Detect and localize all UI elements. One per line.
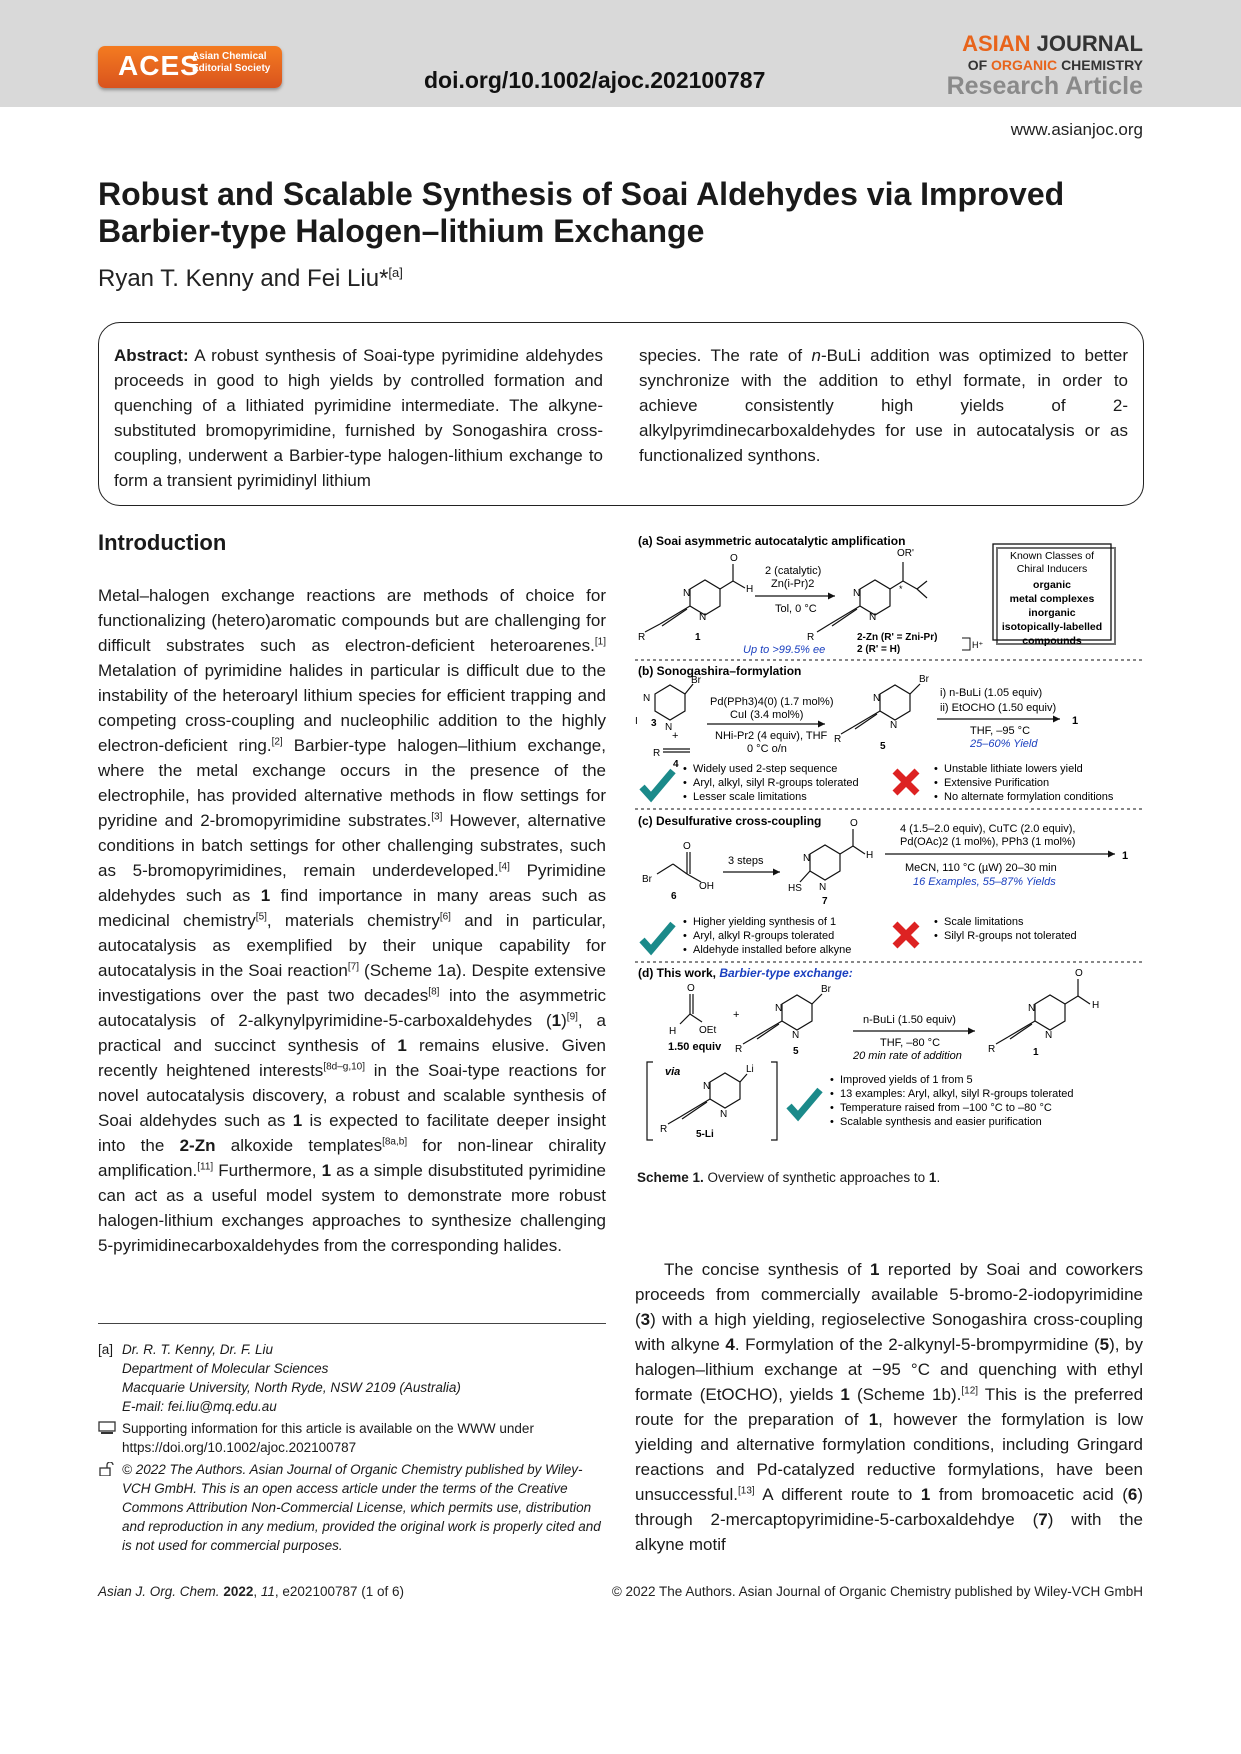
- svg-text:N: N: [775, 1003, 783, 1014]
- svg-text:ii) EtOCHO (1.50 equiv): ii) EtOCHO (1.50 equiv): [940, 702, 1057, 714]
- publisher-logo-text: ACES: [118, 50, 200, 81]
- abstract-column-2: species. The rate of n-BuLi addition was optimized to better synchronize with the addition to ethyl formate, in order to achieve consistently high yields of 2-alkylpyrimdinecarboxaldehydes for use in autocatalysis or as functionalized synthons.: [639, 346, 1128, 465]
- svg-text:•: •: [830, 1088, 834, 1100]
- svg-text:H: H: [1092, 1000, 1100, 1011]
- svg-text:THF, –95 °C: THF, –95 °C: [970, 725, 1031, 737]
- chiral-inducers-title: Known Classes of Chiral Inducers: [1009, 550, 1095, 575]
- abstract-column-1: Abstract: A robust synthesis of Soai-type pyrimidine aldehydes proceeds in good to high yields by controlled formation and quenching of a lithiated pyrimidine intermediate. The alkyne-substituted bromopyrimidine, furnished by Sonogashira cross-coupling, underwent a Barbier-type halogen-lithium exchange to form a transient pyrimidinyl lithium: [114, 346, 603, 490]
- footnotes: [98, 1340, 606, 1555]
- svg-text:N: N: [853, 588, 861, 599]
- svg-text:•: •: [934, 916, 938, 928]
- svg-text:1: 1: [695, 632, 701, 643]
- svg-text:inorganic: inorganic: [1028, 607, 1076, 619]
- alkynylbromopyrimidine-structure: [743, 994, 822, 1044]
- svg-text:NHi-Pr2 (4 equiv), THF: NHi-Pr2 (4 equiv), THF: [715, 730, 828, 742]
- svg-text:H: H: [746, 584, 754, 595]
- svg-text:N: N: [1045, 1030, 1053, 1041]
- publisher-logo[interactable]: [98, 46, 282, 88]
- introduction-paragraph: Metal–halogen exchange reactions are methods of choice for functionalizing (hetero)aromatic compounds but are challenging for difficult substrates such as electron-deficient heteroarenes.[1] Metalation of pyrimidine halides in particular is difficult due to the instability of the heteroaryl lithium species for efficient trapping and competing cross-coupling and nucleophilic addition to the highly electron-deficient ring.[2] Barbier-type halogen–lithium exchange, where the metal exchange occurs in the presence of the electrophile, has provided alternative methods in flow settings for pyridine and 2-bromopyrimidine substrates.[3] However, alternative conditions in batch settings for other challenging substrates, such as 5-bromopyrimidines, remain underdeveloped.[4] Pyrimidine aldehydes such as 1 find importance in many areas such as medicinal chemistry[5], materials chemistry[6] and in particular, autocatalysis as exemplified by their unique capability for autocatalysis in the Soai reaction[7] (Scheme 1a). Despite extensive investigations over the past two decades[8] into the asymmetric autocatalysis of 2-alkynylpyrimidine-5-carboxaldehydes (1)[9], a practical and succinct synthesis of 1 remains elusive. Given recently heightened interests[8d–g,10] in the Soai-type reactions for novel autocatalysis discovery, a robust and scalable synthesis of Soai aldehydes such as 1 is expected to facilitate deeper insight into the 2-Zn alkoxide templates[8a,b] for non-linear chirality amplification.[11] Furthermore, 1 as a simple disubstituted pyrimidine can act as a useful model system to demonstrate more robust halogen-lithium exchanges approaches to synthesize challenging 5-pyrimidinecarboxaldehydes from the corresponding halides.: [98, 586, 607, 1255]
- svg-text:No alternate formylation condi: No alternate formylation conditions: [944, 791, 1114, 803]
- journal-website-link[interactable]: www.asianjoc.org: [1010, 120, 1143, 139]
- svg-text:1: 1: [1033, 1047, 1039, 1058]
- svg-text:Improved yields of 1 from 5: Improved yields of 1 from 5: [840, 1074, 973, 1086]
- soai-aldehyde-product-structure: [996, 979, 1090, 1044]
- svg-text:2-Zn (R' = Zni-Pr): 2-Zn (R' = Zni-Pr): [857, 632, 938, 643]
- svg-text:isotopically-labelled: isotopically-labelled: [1001, 621, 1103, 633]
- scheme-a-title: (a) Soai asymmetric autocatalytic amplification: [638, 534, 906, 548]
- svg-text:•: •: [683, 777, 687, 789]
- svg-text:Br: Br: [691, 675, 701, 686]
- svg-text:metal complexes: metal complexes: [1009, 593, 1095, 605]
- svg-text:13 examples: Aryl, alkyl, sily: 13 examples: Aryl, alkyl, silyl R-groups tolerated: [840, 1088, 1074, 1100]
- svg-text:•: •: [934, 777, 938, 789]
- supporting-info-note: Supporting information for this article is available on the WWW under https://doi.org/10.1002/ajoc.202100787: [98, 1419, 606, 1457]
- svg-text:4 (1.5–2.0 equiv), CuTC (2.0 e: 4 (1.5–2.0 equiv), CuTC (2.0 equiv),: [900, 823, 1076, 835]
- svg-text:MeCN, 110 °C (µW) 20–30 min: MeCN, 110 °C (µW) 20–30 min: [905, 862, 1057, 874]
- footer-citation: Asian J. Org. Chem. 2022, 11, e202100787 (1 of 6): [98, 1584, 405, 1599]
- iodobromopyrimidine-structure: [655, 684, 693, 720]
- svg-text:4: 4: [673, 759, 679, 770]
- svg-text:5: 5: [880, 741, 886, 752]
- svg-text:N: N: [890, 720, 898, 731]
- svg-text:R: R: [807, 632, 815, 643]
- svg-text:16 Examples, 55–87% Yields: 16 Examples, 55–87% Yields: [913, 876, 1056, 888]
- svg-text:N: N: [1028, 1003, 1036, 1014]
- scheme-c-title: (c) Desulfurative cross-coupling: [638, 814, 822, 828]
- svg-text:•: •: [934, 791, 938, 803]
- svg-text:Lesser scale limitations: Lesser scale limitations: [693, 791, 807, 803]
- ethyl-formate-structure: [680, 994, 702, 1024]
- svg-text:O: O: [687, 983, 695, 994]
- svg-text:O: O: [730, 553, 738, 564]
- svg-text:n-BuLi (1.50 equiv): n-BuLi (1.50 equiv): [863, 1014, 956, 1026]
- svg-text:R: R: [653, 748, 661, 759]
- svg-text:R: R: [988, 1044, 996, 1055]
- svg-text:N: N: [792, 1030, 800, 1041]
- svg-text:Unstable lithiate lowers yield: Unstable lithiate lowers yield: [944, 763, 1083, 775]
- svg-text:OH: OH: [699, 881, 714, 892]
- article-type: Research Article: [946, 72, 1143, 100]
- svg-text:•: •: [830, 1074, 834, 1086]
- svg-text:CuI (3.4 mol%): CuI (3.4 mol%): [730, 709, 804, 721]
- bromoacetic-acid-structure: [657, 852, 701, 882]
- scheme-b-title: (b) Sonogashira–formylation: [638, 664, 802, 678]
- svg-text:Br: Br: [821, 984, 831, 995]
- svg-text:R: R: [638, 632, 646, 643]
- journal-logo: ASIAN JOURNAL OF ORGANIC CHEMISTRY Research Article: [946, 31, 1143, 100]
- svg-text:Pd(PPh3)4(0) (1.7 mol%): Pd(PPh3)4(0) (1.7 mol%): [710, 696, 834, 708]
- cross-icon: [895, 924, 917, 946]
- svg-text:7: 7: [822, 896, 828, 907]
- svg-text:•: •: [830, 1102, 834, 1114]
- svg-text:Br: Br: [919, 674, 929, 685]
- abstract-box: [98, 322, 1144, 506]
- svg-text:+: +: [733, 1009, 740, 1021]
- svg-text:•: •: [934, 930, 938, 942]
- svg-text:N: N: [869, 612, 877, 623]
- svg-text:Widely used 2-step sequence: Widely used 2-step sequence: [693, 763, 838, 775]
- svg-text:+: +: [672, 730, 679, 742]
- scheme-1-figure: [635, 534, 1143, 1156]
- svg-text:R: R: [834, 734, 842, 745]
- svg-text:H⁺: H⁺: [972, 640, 984, 650]
- svg-text:Aryl, alkyl R-groups tolerated: Aryl, alkyl R-groups tolerated: [693, 930, 835, 942]
- svg-text:Scale limitations: Scale limitations: [944, 916, 1024, 928]
- svg-text:6: 6: [671, 891, 677, 902]
- svg-text:0 °C o/n: 0 °C o/n: [747, 743, 787, 755]
- svg-text:3 steps: 3 steps: [728, 855, 764, 867]
- svg-text:Li: Li: [746, 1064, 754, 1075]
- svg-text:Zn(i-Pr)2: Zn(i-Pr)2: [771, 578, 815, 590]
- svg-text:1: 1: [1072, 715, 1079, 727]
- svg-text:via: via: [665, 1066, 681, 1078]
- svg-text:compounds: compounds: [1022, 635, 1082, 647]
- author-email[interactable]: E-mail: fei.liu@mq.edu.au: [122, 1399, 277, 1414]
- svg-text:OR': OR': [897, 548, 914, 559]
- scheme-d-title: (d) This work, Barbier-type exchange:: [638, 966, 853, 980]
- svg-text:•: •: [683, 944, 687, 956]
- svg-text:25–60% Yield: 25–60% Yield: [970, 738, 1038, 750]
- svg-text:organic: organic: [1033, 579, 1071, 591]
- computer-icon: [98, 1421, 116, 1435]
- svg-text:•: •: [683, 763, 687, 775]
- svg-text:N: N: [683, 588, 691, 599]
- doi-link[interactable]: doi.org/10.1002/ajoc.202100787: [424, 67, 766, 93]
- svg-text:N: N: [699, 612, 707, 623]
- affiliation-note: [a] Dr. R. T. Kenny, Dr. F. Liu Department of Molecular Sciences Macquarie University, North Ryde, NSW 2109 (Australia) E-mail: fei.liu@mq.edu.au: [98, 1340, 606, 1416]
- svg-text:•: •: [683, 916, 687, 928]
- section-heading-introduction: Introduction: [98, 530, 227, 555]
- svg-text:Silyl R-groups not tolerated: Silyl R-groups not tolerated: [944, 930, 1077, 942]
- svg-text:N: N: [803, 853, 811, 864]
- svg-text:N: N: [665, 722, 673, 733]
- publisher-logo-subtext: Asian Chemical Editorial Society: [192, 51, 271, 74]
- svg-text:Tol, 0 °C: Tol, 0 °C: [775, 603, 817, 615]
- svg-text:Extensive Purification: Extensive Purification: [944, 777, 1050, 789]
- footnote-divider: [98, 1323, 606, 1324]
- svg-text:R: R: [660, 1124, 668, 1135]
- checkmark-icon: [642, 924, 673, 950]
- svg-text:•: •: [830, 1116, 834, 1128]
- svg-text:3: 3: [651, 718, 657, 729]
- svg-text:O: O: [683, 841, 691, 852]
- license-note: © 2022 The Authors. Asian Journal of Organic Chemistry published by Wiley-VCH GmbH. This is an open access article under the terms of the Creative Commons Attribution Non-Commercial License, which permits use, distribution and reproduction in any medium, provided the original work is properly cited and is not used for commercial purposes.: [98, 1460, 606, 1555]
- svg-text:Scalable synthesis and easier: Scalable synthesis and easier purification: [840, 1116, 1042, 1128]
- svg-text:Higher yielding synthesis of 1: Higher yielding synthesis of 1: [693, 916, 837, 928]
- svg-text:1: 1: [1122, 850, 1129, 862]
- svg-text:1.50 equiv: 1.50 equiv: [668, 1041, 722, 1053]
- svg-text:i) n-BuLi (1.05 equiv): i) n-BuLi (1.05 equiv): [940, 687, 1043, 699]
- svg-text:•: •: [934, 763, 938, 775]
- svg-text:H: H: [669, 1026, 677, 1037]
- svg-text:N: N: [819, 882, 827, 893]
- svg-text:R: R: [735, 1044, 743, 1055]
- svg-text:O: O: [850, 818, 858, 829]
- svg-text:N: N: [703, 1081, 711, 1092]
- svg-text:Pd(OAc)2 (1 mol%), PPh3 (1 mol: Pd(OAc)2 (1 mol%), PPh3 (1 mol%): [900, 836, 1076, 848]
- checkmark-icon: [789, 1090, 820, 1116]
- body-paragraph: The concise synthesis of 1 reported by Soai and coworkers proceeds from commercially available 5-bromo-2-iodopyrimidine (3) with a high yielding, regioselective Sonogashira cross-coupling with alkyne 4. Formylation of the 2-alkynyl-5-brompyrmidine (5), by halogen–lithium exchange at −95 °C and quenching with ethyl formate (EtOCHO), yields 1 (Scheme 1b).[12] This is the preferred route for the preparation of 1, however the formylation is low yielding and alternative formylation conditions, including Gringard reactions and Pd-catalyzed reductive formylations, have been unsuccessful.[13] A different route to 1 from bromoacetic acid (6) through 2-mercaptopyrimidine-5-carboxaldehdye (7) with the alkyne motif: [635, 1260, 1144, 1554]
- svg-text:•: •: [683, 930, 687, 942]
- svg-text:Br: Br: [642, 874, 652, 885]
- svg-text:N: N: [873, 693, 881, 704]
- ee-value: Up to >99.5% ee: [743, 644, 826, 656]
- author-list: Ryan T. Kenny and Fei Liu*[a]: [98, 265, 403, 292]
- svg-text:5: 5: [793, 1046, 799, 1057]
- svg-text:Temperature raised from –100 °: Temperature raised from –100 °C to –80 °C: [840, 1102, 1052, 1114]
- svg-text:Aldehyde installed before alky: Aldehyde installed before alkyne: [693, 944, 852, 956]
- svg-text:HS: HS: [788, 883, 802, 894]
- cross-icon: [895, 771, 917, 793]
- svg-text:2 (catalytic): 2 (catalytic): [765, 565, 822, 577]
- svg-text:THF, –80 °C: THF, –80 °C: [880, 1037, 941, 1049]
- svg-text:Aryl, alkyl, silyl R-groups to: Aryl, alkyl, silyl R-groups tolerated: [693, 777, 859, 789]
- pyrimidine-aldehyde-structure: [645, 564, 745, 632]
- svg-text:•: •: [683, 791, 687, 803]
- checkmark-icon: [642, 771, 673, 797]
- footer-copyright: © 2022 The Authors. Asian Journal of Organic Chemistry published by Wiley-VCH GmbH: [611, 1584, 1143, 1599]
- svg-text:OEt: OEt: [699, 1025, 717, 1036]
- open-access-icon: [98, 1462, 116, 1476]
- svg-text:20 min rate of addition: 20 min rate of addition: [853, 1050, 962, 1062]
- svg-text:*: *: [899, 584, 903, 594]
- svg-text:O: O: [1075, 968, 1083, 979]
- alkynylbromopyrimidine-structure: [841, 684, 920, 734]
- scheme-caption: Scheme 1. Overview of synthetic approaches to 1.: [637, 1170, 941, 1185]
- svg-text:H: H: [866, 850, 874, 861]
- svg-text:I: I: [635, 716, 638, 727]
- svg-text:N: N: [643, 693, 651, 704]
- article-title: Robust and Scalable Synthesis of Soai Aldehydes via Improved Barbier-type Halogen–lithium Exchange: [98, 176, 1065, 249]
- svg-text:5-Li: 5-Li: [696, 1129, 714, 1140]
- svg-text:2 (R' = H): 2 (R' = H): [857, 644, 901, 655]
- svg-text:N: N: [720, 1109, 728, 1120]
